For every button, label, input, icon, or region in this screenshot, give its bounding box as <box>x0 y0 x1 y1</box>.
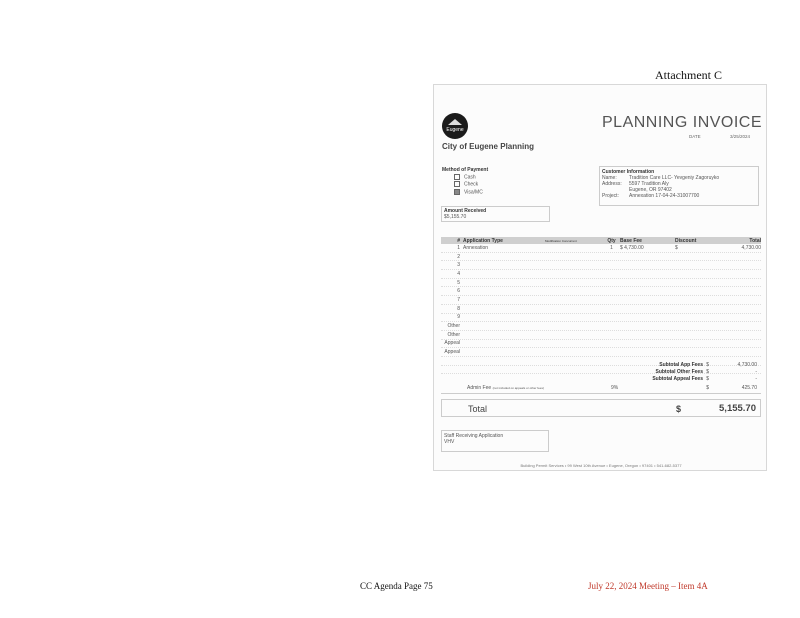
org-name: City of Eugene Planning <box>442 142 535 151</box>
admin-fee <box>441 385 761 394</box>
table-row <box>441 261 761 270</box>
fee-table <box>441 237 761 374</box>
cell-qty: 1 <box>610 244 613 251</box>
col-discount: Discount <box>675 237 697 244</box>
cell-num: Appeal <box>444 349 460 356</box>
table-row <box>441 340 761 349</box>
cell-num: 5 <box>457 279 460 286</box>
table-header <box>441 237 761 244</box>
customer-info <box>599 166 759 206</box>
col-total: Total <box>749 237 761 244</box>
table-row <box>441 244 761 253</box>
table-row <box>441 279 761 288</box>
payment-method <box>442 167 488 196</box>
address-line: Building Permit Services • 99 West 10th Avenue • Eugene, Oregon • 97401 • 541-682-5377 <box>520 463 682 468</box>
table-row <box>441 314 761 323</box>
staff-receiving <box>441 430 549 452</box>
checkbox-icon <box>454 174 460 180</box>
col-type: Application Type <box>463 237 503 244</box>
cell-cur: $ <box>675 244 678 251</box>
cell-num: Other <box>447 331 460 338</box>
subtotal-other: Subtotal Other Fees $ - <box>655 369 757 375</box>
customer-heading: Customer Information <box>602 169 655 175</box>
customer-name: Tradition Care LLC- Yevgeniy Zagoruyko <box>629 175 720 181</box>
checkbox-icon <box>454 181 460 187</box>
col-mod: Modification Concurrent <box>545 238 577 243</box>
payment-option-cash: Cash <box>442 174 488 181</box>
payment-option-visa: Visa/MC <box>442 189 488 196</box>
payment-heading: Method of Payment <box>442 167 489 173</box>
table-row <box>441 287 761 296</box>
date-label: DATE <box>689 134 701 139</box>
col-num: # <box>457 237 460 244</box>
admin-pct: 9% <box>611 385 619 391</box>
customer-address2: Eugene, OR 97402 <box>629 187 672 193</box>
payment-option-check: Check <box>442 181 488 188</box>
cell-num: 3 <box>457 262 460 269</box>
amount-label: Amount Received <box>444 208 487 214</box>
cell-num: 9 <box>457 314 460 321</box>
col-qty: Qty <box>607 237 616 244</box>
admin-note: (not included on appeals or other fees) <box>492 386 544 390</box>
name-label: Name: <box>602 175 617 181</box>
cell-type: Annexation <box>463 244 489 251</box>
meeting-item: July 22, 2024 Meeting – Item 4A <box>588 581 708 591</box>
amount-value: $5,155.70 <box>444 214 467 220</box>
logo-text: Eugene <box>446 127 464 133</box>
subtotal-appeal: Subtotal Appeal Fees $ - <box>652 376 757 382</box>
staff-label: Staff Receiving Application <box>444 433 504 439</box>
cell-num: 4 <box>457 270 460 277</box>
cell-num: 7 <box>457 296 460 303</box>
table-row <box>441 322 761 331</box>
customer-address1: 5597 Tradition Aly <box>629 181 669 187</box>
address-label: Address: <box>602 181 622 187</box>
amount-received <box>441 206 550 222</box>
cell-base: $ 4,730.00 <box>620 244 644 251</box>
attachment-label: Attachment C <box>655 68 722 82</box>
cell-total: 4,730.00 <box>741 244 761 251</box>
invoice-date: 3/25/2024 <box>730 134 751 139</box>
customer-project: Annexation 17-04-24-31007700 <box>629 193 700 199</box>
total-label: Total <box>468 404 488 414</box>
table-body <box>441 244 761 374</box>
invoice-total <box>441 399 761 417</box>
subtotal-app: Subtotal App Fees $ 4,730.00 <box>659 362 757 368</box>
cell-num: Other <box>447 323 460 330</box>
admin-cur: $ <box>706 385 709 391</box>
planning-invoice <box>433 84 767 471</box>
cell-num: 1 <box>457 244 460 251</box>
eugene-logo <box>442 113 468 139</box>
cell-num: 2 <box>457 253 460 260</box>
table-row <box>441 253 761 262</box>
agenda-page: CC Agenda Page 75 <box>360 581 433 591</box>
checkbox-icon <box>454 189 460 195</box>
cell-num: Appeal <box>444 340 460 347</box>
total-cur: $ <box>676 404 682 414</box>
table-row <box>441 270 761 279</box>
table-row <box>441 331 761 340</box>
mountain-icon <box>448 119 462 125</box>
cell-num: 8 <box>457 305 460 312</box>
col-base: Base Fee <box>620 237 642 244</box>
project-label: Project: <box>602 193 619 199</box>
table-row <box>441 305 761 314</box>
cell-num: 6 <box>457 288 460 295</box>
staff-value: VHV <box>444 439 455 445</box>
table-row <box>441 348 761 357</box>
total-value: 5,155.70 <box>719 403 756 414</box>
admin-label: Admin Fee <box>467 385 492 391</box>
table-row <box>441 296 761 305</box>
invoice-title: PLANNING INVOICE <box>602 114 763 131</box>
admin-value: 425.70 <box>741 385 757 391</box>
